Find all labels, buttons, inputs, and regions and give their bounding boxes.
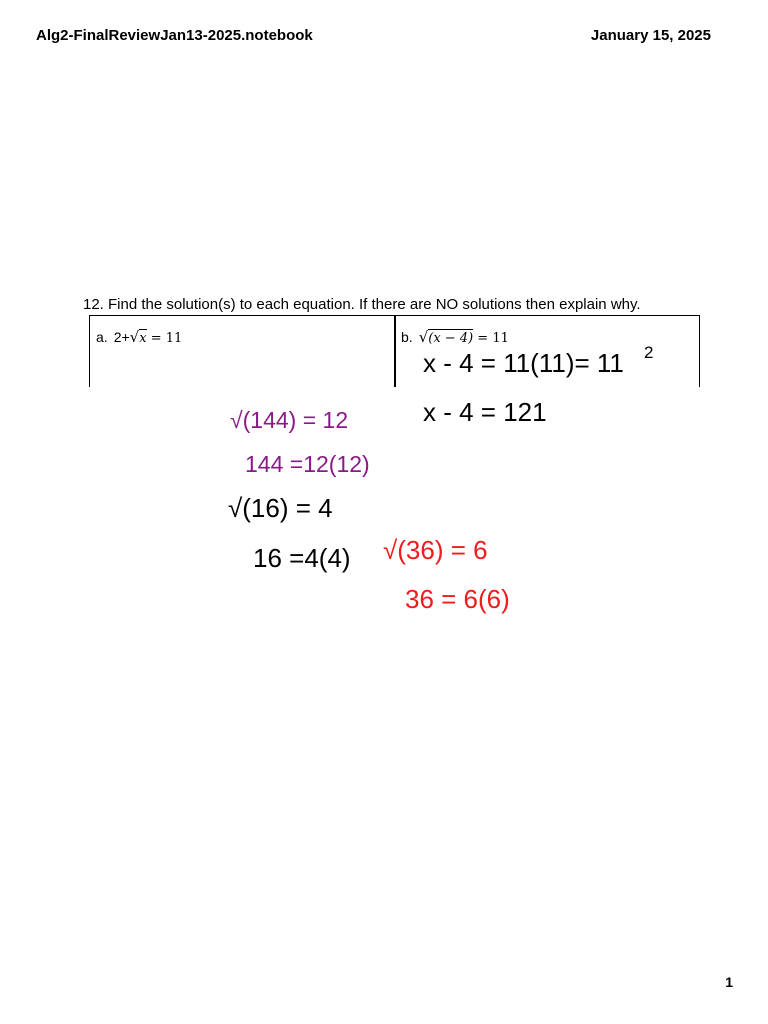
part-b-radicand: (x − 4) <box>428 331 474 346</box>
part-a-equation <box>96 328 182 346</box>
part-a-lead: 2+ <box>113 329 130 345</box>
page-number: 1 <box>725 974 733 990</box>
work-line-1 <box>423 343 654 378</box>
work-line-2: x - 4 = 121 <box>423 397 547 427</box>
mult-16-note: 16 =4(4) <box>253 543 351 573</box>
part-a-label: a. <box>96 329 108 345</box>
part-a-radicand: x <box>139 331 147 346</box>
part-b-equation <box>401 328 509 346</box>
sqrt-36-note: √(36) = 6 <box>383 535 488 565</box>
notebook-title: Alg2-FinalReviewJan13-2025.notebook <box>36 27 313 44</box>
page-date: January 15, 2025 <box>590 27 711 44</box>
mult-144-note: 144 =12(12) <box>245 451 370 477</box>
sqrt-144-note: √(144) = 12 <box>230 407 349 433</box>
problem-prompt: 12. Find the solution(s) to each equation. If there are NO solutions then explain why. <box>83 296 641 313</box>
work-line-1-text: x - 4 = 11(11)= 11 <box>423 348 624 378</box>
part-b-label: b. <box>401 329 413 345</box>
sqrt-16-note: √(16) = 4 <box>228 493 333 523</box>
table-divider <box>394 316 396 387</box>
radical-sign-icon: √ <box>418 328 429 346</box>
work-line-1-exponent: 2 <box>644 343 654 362</box>
radical-sign-icon: √ <box>129 328 140 346</box>
mult-36-note: 36 = 6(6) <box>405 584 510 614</box>
part-b-rest: = 11 <box>473 331 509 346</box>
part-a-rest: = 11 <box>146 331 183 346</box>
